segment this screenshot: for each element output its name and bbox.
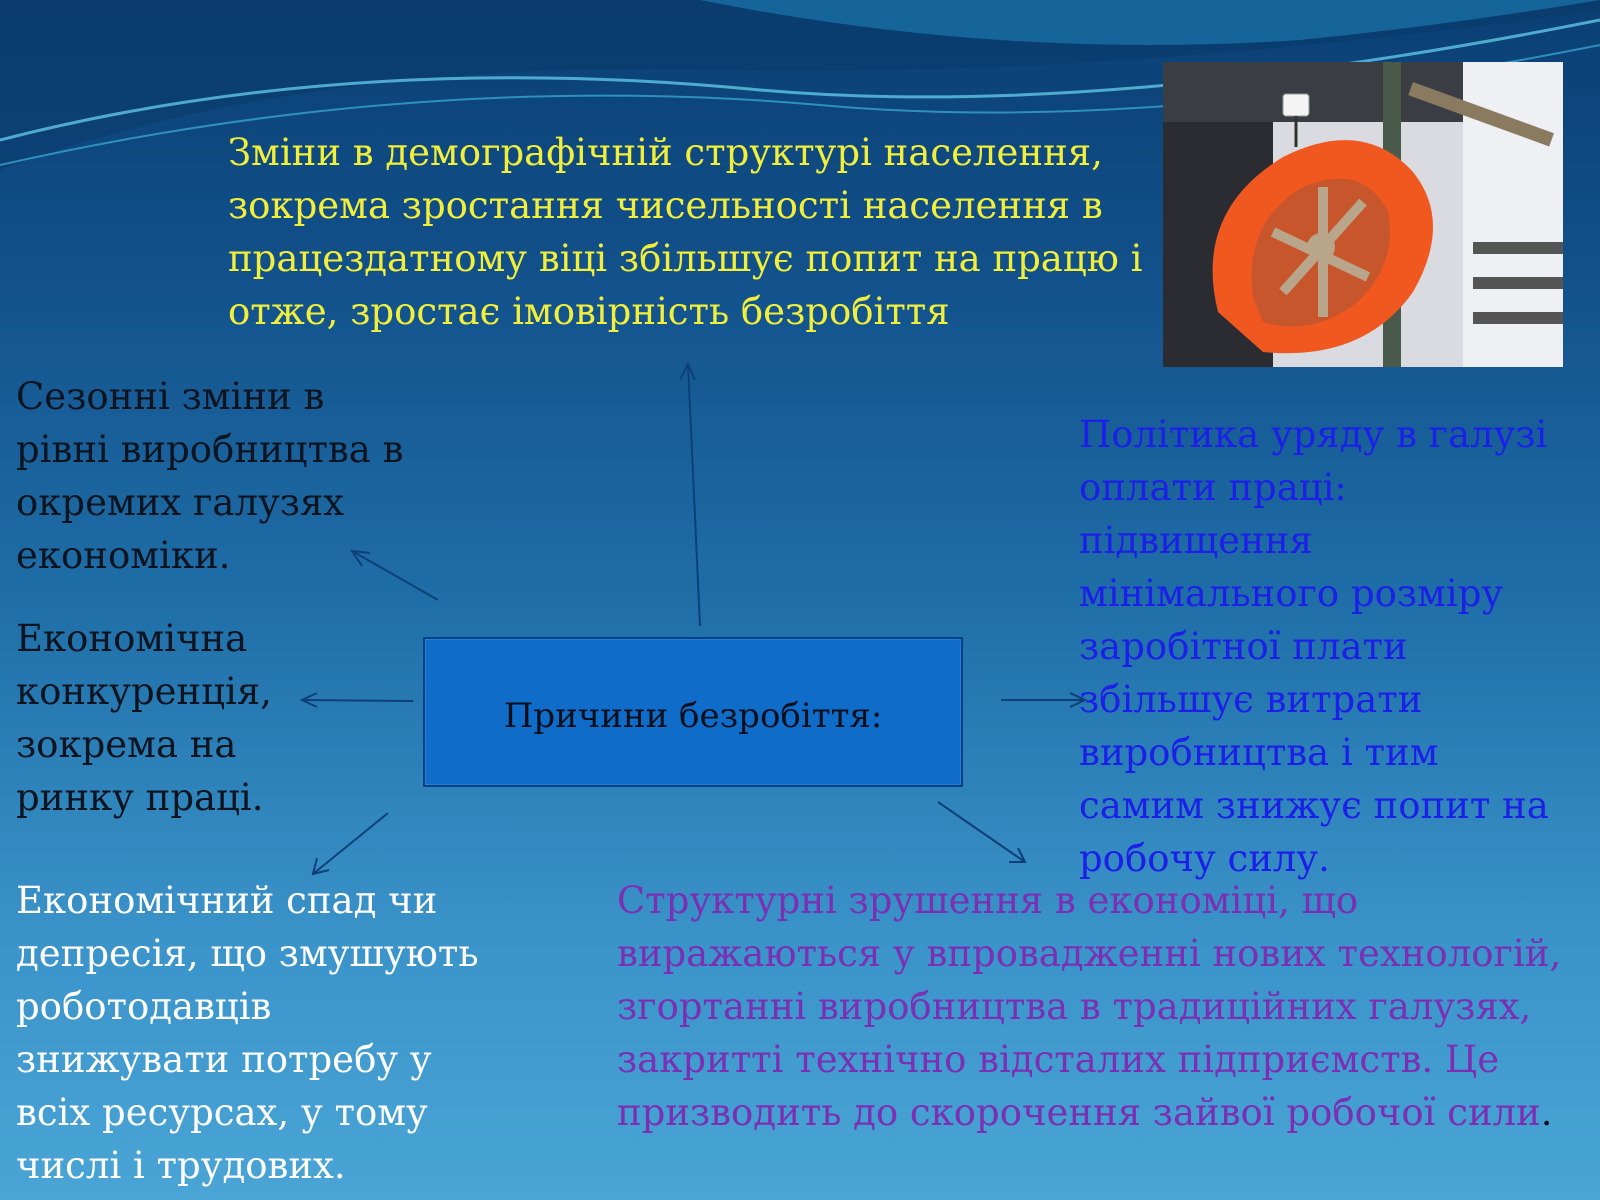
hard-hat-photo: [1163, 62, 1563, 367]
cause-seasonal: Сезонні зміни в рівні виробництва в окремих галузях економіки.: [16, 375, 404, 577]
arrow-up: [680, 364, 700, 626]
center-node: [423, 637, 963, 787]
cause-demographic: Зміни в демографічній структурі населення, зокрема зростання чисельності населення в працездатному віці збільшує попит на працю і отже, зростає імовірність безробіття: [228, 131, 1143, 333]
center-label: Причини безробіття:: [503, 696, 883, 736]
cause-structural-end: .: [1540, 1091, 1553, 1134]
cause-structural-text: Структурні зрушення в економіці, що виражаються у впровадженні нових технологій, згортанні виробництва в традиційних галузях, закритті технічно відсталих підприємств. Це призводить до скорочення зайвої робочої сили: [617, 879, 1562, 1134]
arrow-right: [1001, 693, 1085, 707]
cause-structural: [617, 874, 1597, 1139]
arrow-down-right: [938, 802, 1025, 862]
cause-wage-policy: Політика уряду в галузі оплати праці: підвищення мінімального розміру заробітної плати збільшує витрати виробництва і тим самим знижує попит на робочу силу.: [1079, 413, 1549, 880]
arrow-down-left: [313, 813, 388, 874]
arrow-left: [302, 693, 413, 707]
cause-recession: Економічний спад чи депресія, що змушують роботодавців знижувати потребу у всіх ресурсах, у тому числі і трудових.: [16, 879, 479, 1187]
cause-competition: Економічна конкуренція, зокрема на ринку праці.: [16, 617, 272, 819]
